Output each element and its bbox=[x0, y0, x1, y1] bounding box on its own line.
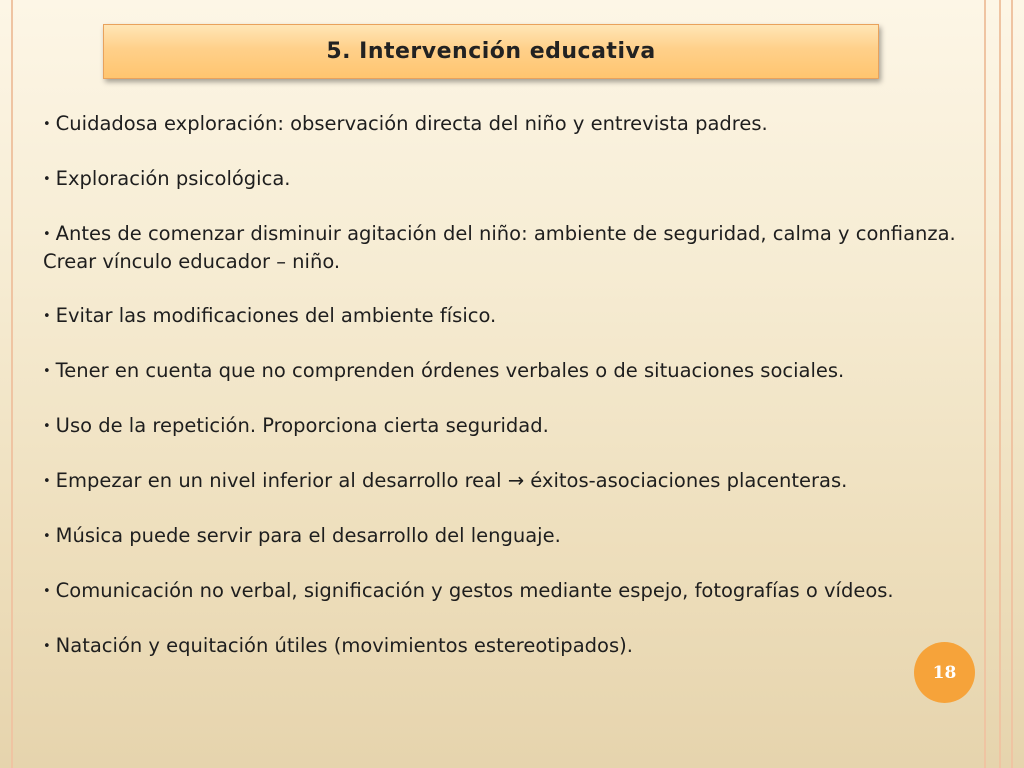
bullet-marker: • bbox=[43, 364, 51, 379]
bullet-text: Antes de comenzar disminuir agitación del niño: ambiente de seguridad, calma y confianza. Crear vínculo educador – niño. bbox=[43, 222, 956, 273]
bullet-item bbox=[43, 467, 1003, 495]
bullet-marker: • bbox=[43, 529, 51, 544]
bullet-item bbox=[43, 220, 1003, 275]
bullet-item bbox=[43, 165, 1003, 193]
bullet-text: Empezar en un nivel inferior al desarrollo real → éxitos-asociaciones placenteras. bbox=[55, 469, 848, 492]
bullet-marker: • bbox=[43, 584, 51, 599]
bullet-text: Uso de la repetición. Proporciona cierta seguridad. bbox=[55, 414, 549, 437]
bullet-text: Música puede servir para el desarrollo del lenguaje. bbox=[55, 524, 561, 547]
bullet-marker: • bbox=[43, 639, 51, 654]
bullet-item bbox=[43, 357, 1003, 385]
bullet-text: Exploración psicológica. bbox=[55, 167, 291, 190]
bullet-list bbox=[43, 110, 1003, 687]
bullet-marker: • bbox=[43, 474, 51, 489]
bullet-text: Comunicación no verbal, significación y gestos mediante espejo, fotografías o vídeos. bbox=[55, 579, 894, 602]
bullet-item bbox=[43, 522, 1003, 550]
bullet-item bbox=[43, 302, 1003, 330]
bullet-marker: • bbox=[43, 227, 51, 242]
bullet-item bbox=[43, 577, 1003, 605]
bullet-item bbox=[43, 632, 1003, 660]
page-number: 18 bbox=[932, 662, 957, 683]
bullet-marker: • bbox=[43, 117, 51, 132]
bullet-marker: • bbox=[43, 419, 51, 434]
page-number-badge bbox=[914, 642, 975, 703]
bullet-text: Tener en cuenta que no comprenden órdenes verbales o de situaciones sociales. bbox=[55, 359, 845, 382]
right-frame-line bbox=[1011, 0, 1013, 768]
bullet-item bbox=[43, 412, 1003, 440]
slide-title: 5. Intervención educativa bbox=[326, 39, 656, 64]
left-frame-line bbox=[11, 0, 13, 768]
bullet-text: Natación y equitación útiles (movimientos estereotipados). bbox=[55, 634, 633, 657]
bullet-text: Cuidadosa exploración: observación directa del niño y entrevista padres. bbox=[55, 112, 768, 135]
bullet-text: Evitar las modificaciones del ambiente físico. bbox=[55, 304, 497, 327]
bullet-marker: • bbox=[43, 172, 51, 187]
bullet-item bbox=[43, 110, 1003, 138]
title-box bbox=[103, 24, 879, 79]
bullet-marker: • bbox=[43, 309, 51, 324]
